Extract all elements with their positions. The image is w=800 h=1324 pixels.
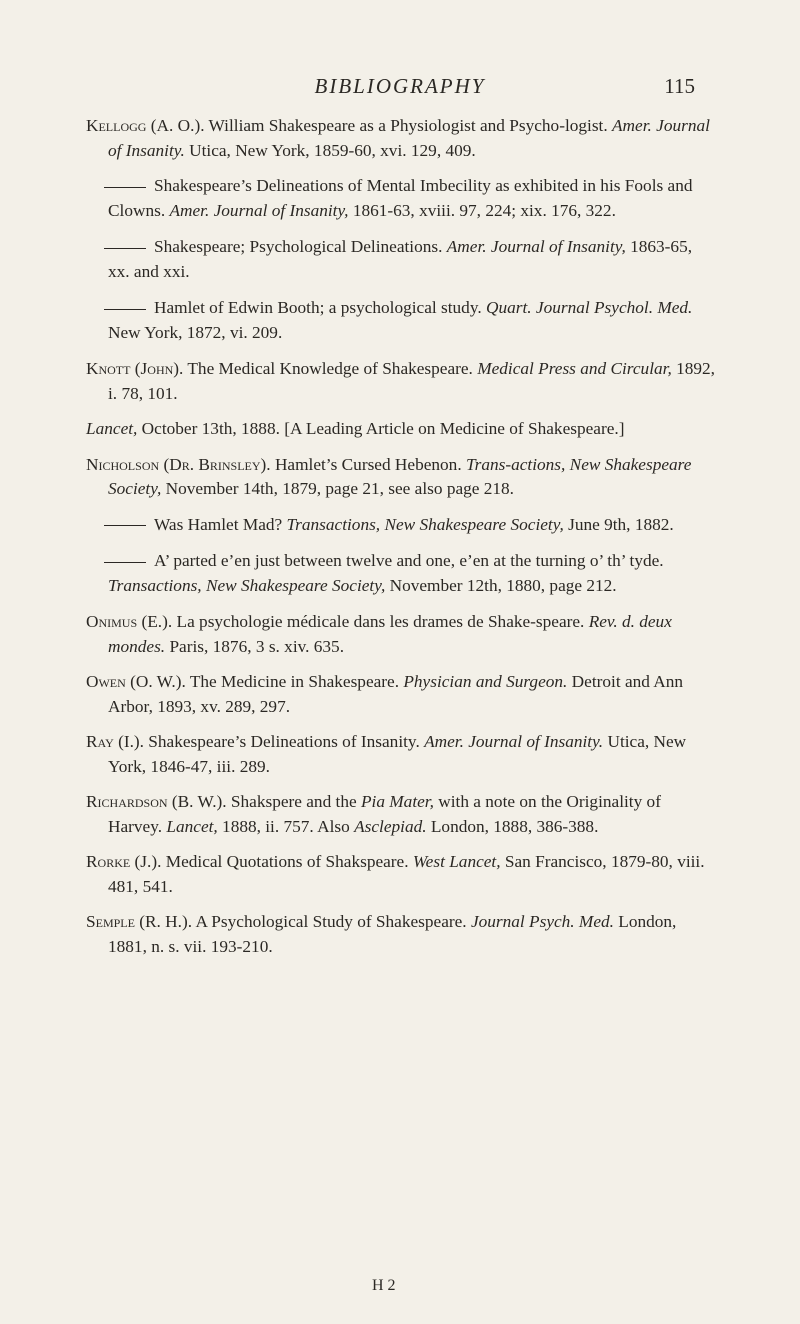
entry-title: Hamlet’s Cursed Hebenon. xyxy=(270,454,466,474)
bibliography-list xyxy=(86,114,716,970)
page-header xyxy=(0,74,800,114)
bibliography-entry xyxy=(86,453,716,502)
entry-title: The Medicine in Shakespeare. xyxy=(185,672,404,691)
ditto-dash xyxy=(104,562,146,563)
ditto-dash xyxy=(104,248,146,249)
entry-author: Ray (I.). xyxy=(86,732,144,751)
entry-source: Amer. Journal of Insanity, xyxy=(446,237,626,256)
entry-source: Asclepiad. xyxy=(354,816,427,836)
signature-mark: H 2 xyxy=(372,1277,396,1294)
bibliography-entry xyxy=(86,790,716,839)
entry-author: Onimus (E.). xyxy=(86,612,173,631)
entry-details: June 9th, 1882. xyxy=(563,514,674,534)
entry-source: Transactions, New Shakespeare Society, xyxy=(108,575,386,595)
entry-source: Amer. Journal of Insanity. xyxy=(108,116,710,160)
entry-author: Richardson (B. W.). xyxy=(86,792,227,811)
entry-title: William Shakespeare as a Physiologist and Psycho-logist. xyxy=(204,116,612,135)
entry-source: Trans-actions, New Shakespeare Society, xyxy=(108,454,692,498)
entry-author: Owen (O. W.). xyxy=(86,672,186,691)
entry-details: 1892, i. 78, 101. xyxy=(108,359,715,403)
entry-source: Physician and Surgeon. xyxy=(403,672,568,691)
entry-source: Journal Psych. Med. xyxy=(470,912,614,931)
entry-details: Paris, 1876, 3 s. xiv. 635. xyxy=(165,636,345,656)
entry-details: New York, 1872, vi. 209. xyxy=(108,322,283,342)
ditto-dash xyxy=(104,525,146,526)
entry-source: Amer. Journal of Insanity, xyxy=(169,200,349,220)
entry-title: A Psychological Study of Shakespeare. xyxy=(192,912,471,931)
entry-details: 1863-65, xx. and xxi. xyxy=(108,237,693,281)
entry-source: West Lancet, xyxy=(412,852,501,871)
entry-title: Shakspere and the xyxy=(226,792,361,811)
entry-author: Rorke (J.). xyxy=(86,852,162,871)
entry-title: Hamlet of Edwin Booth; a psychological study. xyxy=(154,298,486,317)
entry-title: Shakespeare’s Delineations of Mental Imbecility as exhibited in his Fools and Clowns. xyxy=(108,176,693,220)
entry-details: Utica, New York, 1859-60, xvi. 129, 409. xyxy=(184,140,476,160)
entry-details: Detroit and Ann Arbor, 1893, xv. 289, 297. xyxy=(108,672,684,716)
bibliography-entry xyxy=(86,174,716,223)
bibliography-entry xyxy=(86,730,716,779)
entry-source: Lancet, xyxy=(166,816,218,836)
bibliography-entry xyxy=(86,235,716,284)
bibliography-entry xyxy=(86,114,716,163)
bibliography-entry xyxy=(86,910,716,959)
bibliography-entry xyxy=(86,357,716,406)
bibliography-entry xyxy=(86,670,716,719)
entry-author: Semple (R. H.). xyxy=(86,912,193,931)
bibliography-entry xyxy=(86,549,716,598)
bibliography-entry xyxy=(86,610,716,659)
entry-details: San Francisco, 1879-80, viii. 481, 541. xyxy=(108,852,705,896)
entry-source: Rev. d. deux mondes. xyxy=(108,612,672,656)
ditto-dash xyxy=(104,309,146,310)
entry-source: Quart. Journal Psychol. Med. xyxy=(485,298,693,317)
entry-details: Utica, New York, 1846-47, iii. 289. xyxy=(108,732,687,776)
entry-title: A’ parted e’en just between twelve and one, e’en at the turning o’ th’ tyde. xyxy=(154,551,664,570)
running-head: BIBLIOGRAPHY xyxy=(314,74,486,98)
entry-details: London, 1888, 386-388. xyxy=(426,816,599,836)
entry-details: November 12th, 1880, page 212. xyxy=(385,575,617,595)
entry-author: Nicholson (Dr. Brinsley). xyxy=(86,454,271,474)
entry-title: Medical Quotations of Shakspeare. xyxy=(161,852,413,871)
bibliography-entry xyxy=(86,850,716,899)
entry-details: London, 1881, n. s. vii. 193-210. xyxy=(108,912,677,956)
entry-source: Pia Mater, xyxy=(360,792,434,811)
entry-source: Lancet, xyxy=(86,419,138,438)
entry-title: Shakespeare’s Delineations of Insanity. xyxy=(143,732,425,751)
entry-title: Was Hamlet Mad? xyxy=(154,514,287,534)
entry-details: with a note on the Originality of Harvey. xyxy=(108,792,661,836)
entry-source: Transactions, New Shakespeare Society, xyxy=(286,514,564,534)
bibliography-entry xyxy=(86,296,716,345)
entry-details: November 14th, 1879, page 21, see also page 218. xyxy=(161,479,515,498)
ditto-dash xyxy=(104,187,146,188)
entry-title: October 13th, 1888. [A Leading Article on Medicine of Shakespeare.] xyxy=(137,419,625,438)
entry-source: Medical Press and Circular, xyxy=(477,359,672,378)
entry-title: The Medical Knowledge of Shakespeare. xyxy=(183,359,478,378)
entry-title: Shakespeare; Psychological Delineations. xyxy=(154,237,447,256)
entry-title: La psychologie médicale dans les drames de Shake-speare. xyxy=(172,612,589,631)
bibliography-entry xyxy=(86,417,716,442)
page-number: 115 xyxy=(664,74,695,98)
entry-source: Amer. Journal of Insanity. xyxy=(424,732,604,751)
entry-details: 1888, ii. 757. Also xyxy=(217,816,355,836)
entry-author: Kellogg (A. O.). xyxy=(86,116,205,135)
entry-details: 1861-63, xviii. 97, 224; xix. 176, 322. xyxy=(348,200,616,220)
bibliography-entry xyxy=(86,513,716,538)
entry-author: Knott (John). xyxy=(86,359,184,378)
